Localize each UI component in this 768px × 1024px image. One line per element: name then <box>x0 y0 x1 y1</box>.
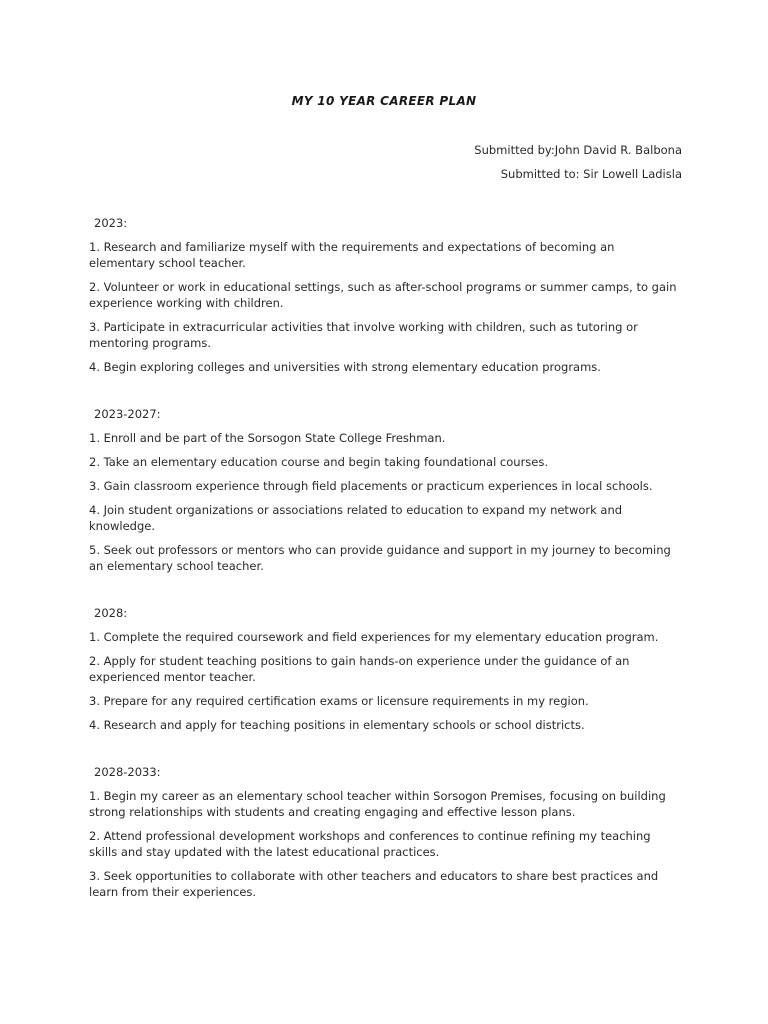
list-item: 4. Begin exploring colleges and universities with strong elementary education programs. <box>89 360 601 374</box>
list-item: 3. Gain classroom experience through field placements or practicum experiences in local schools. <box>89 479 653 493</box>
section-year: 2028: <box>94 606 128 620</box>
section-year: 2023-2027: <box>94 407 161 421</box>
plan-sections <box>89 215 679 931</box>
list-item: 2. Apply for student teaching positions to gain hands-on experience under the guidance of an experienced mentor teacher. <box>89 654 630 684</box>
submitted-to: Submitted to: Sir Lowell Ladisla <box>500 167 682 181</box>
list-item: 2. Attend professional development workshops and conferences to continue refining my teaching skills and stay updated with the latest educational practices. <box>89 829 651 859</box>
submitted-by: Submitted by:John David R. Balbona <box>474 143 682 157</box>
section-year: 2023: <box>94 216 128 230</box>
list-item: 3. Prepare for any required certification exams or licensure requirements in my region. <box>89 694 589 708</box>
section-year: 2028-2033: <box>94 765 161 779</box>
list-item: 3. Seek opportunities to collaborate with other teachers and educators to share best practices and learn from their experiences. <box>89 869 659 899</box>
list-item: 1. Begin my career as an elementary school teacher within Sorsogon Premises, focusing on building strong relationships with students and creating engaging and effective lesson plans. <box>89 789 666 819</box>
list-item: 2. Take an elementary education course and begin taking foundational courses. <box>89 455 549 469</box>
list-item: 4. Join student organizations or associations related to education to expand my network and knowledge. <box>89 503 623 533</box>
page-title: MY 10 YEAR CAREER PLAN <box>291 94 477 108</box>
list-item: 2. Volunteer or work in educational settings, such as after-school programs or summer camps, to gain experience working with children. <box>89 280 677 310</box>
section-2028-2033 <box>89 764 679 900</box>
section-2028 <box>89 605 679 733</box>
section-2023 <box>89 215 679 375</box>
list-item: 5. Seek out professors or mentors who can provide guidance and support in my journey to becoming an elementary school teacher. <box>89 543 671 573</box>
list-item: 3. Participate in extracurricular activities that involve working with children, such as tutoring or mentoring programs. <box>89 320 638 350</box>
list-item: 1. Enroll and be part of the Sorsogon State College Freshman. <box>89 431 446 445</box>
section-2023-2027 <box>89 406 679 574</box>
list-item: 4. Research and apply for teaching positions in elementary schools or school districts. <box>89 718 585 732</box>
list-item: 1. Complete the required coursework and field experiences for my elementary education program. <box>89 630 659 644</box>
list-item: 1. Research and familiarize myself with the requirements and expectations of becoming an elementary school teacher. <box>89 240 615 270</box>
